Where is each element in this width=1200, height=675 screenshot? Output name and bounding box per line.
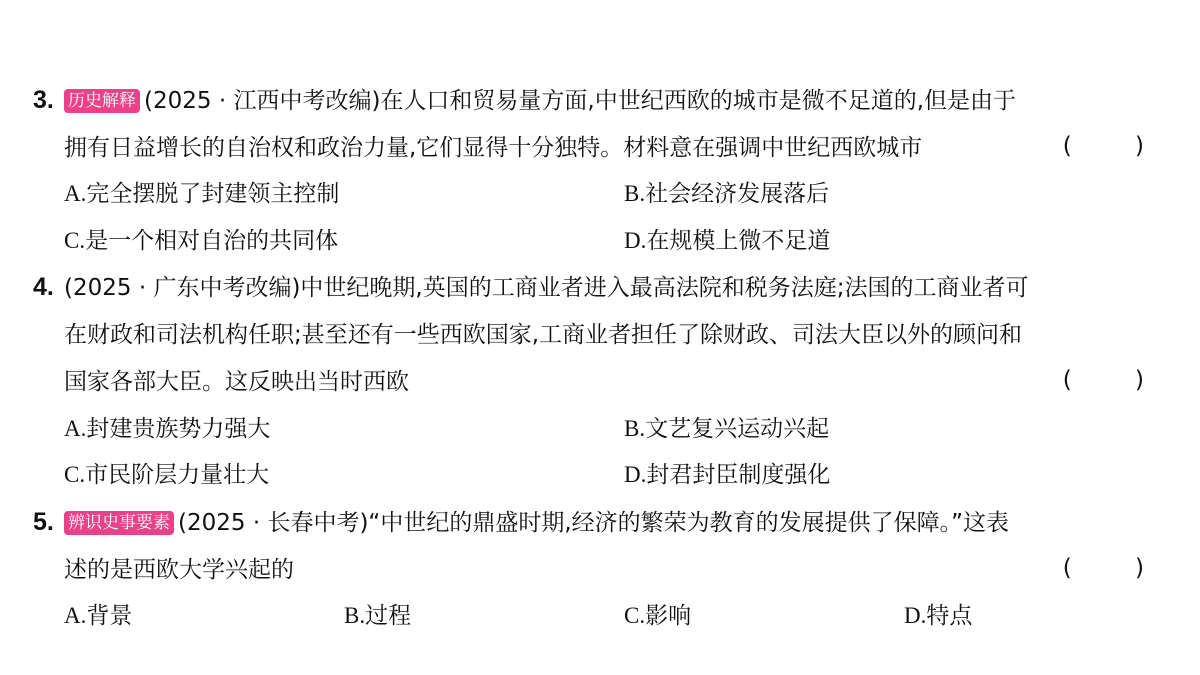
question-stem-line <box>64 86 1172 116</box>
option-c[interactable]: C.是一个相对自治的共同体 <box>64 228 339 254</box>
option-a[interactable]: A.封建贵族势力强大 <box>64 416 271 442</box>
question-number: 4. <box>33 273 54 301</box>
question-stem-line: (2025 · 广东中考改编)中世纪晚期,英国的工商业者进入最高法院和税务法庭;法国的工商业者可 <box>64 275 1029 301</box>
option-d[interactable]: D.封君封臣制度强化 <box>624 462 831 488</box>
question-number: 3. <box>33 86 54 114</box>
question-stem-line <box>64 508 1172 538</box>
question-stem-line: 国家各部大臣。这反映出当时西欧 <box>64 369 409 395</box>
option-a[interactable]: A.完全摆脱了封建领主控制 <box>64 181 340 207</box>
option-c[interactable]: C.市民阶层力量壮大 <box>64 462 270 488</box>
question-stem-line: 拥有日益增长的自治权和政治力量,它们显得十分独特。材料意在强调中世纪西欧城市 <box>64 135 923 161</box>
question-stem-line: 述的是西欧大学兴起的 <box>64 557 294 583</box>
option-b[interactable]: B.过程 <box>344 603 412 629</box>
option-b[interactable]: B.文艺复兴运动兴起 <box>624 416 830 442</box>
question-number: 5. <box>33 508 54 536</box>
category-tag: 历史解释 <box>64 89 140 113</box>
answer-bracket[interactable]: ( ) <box>1062 367 1172 393</box>
question-stem-line: 在财政和司法机构任职;甚至还有一些西欧国家,工商业者担任了除财政、司法大臣以外的顾问和 <box>64 322 1023 348</box>
option-d[interactable]: D.在规模上微不足道 <box>624 228 831 254</box>
answer-bracket[interactable]: ( ) <box>1062 555 1172 581</box>
answer-bracket[interactable]: ( ) <box>1062 133 1172 159</box>
option-a[interactable]: A.背景 <box>64 603 133 629</box>
stem-text: (2025 · 江西中考改编)在人口和贸易量方面,中世纪西欧的城市是微不足道的,但是由于 <box>144 88 1017 114</box>
stem-text: (2025 · 长春中考)“中世纪的鼎盛时期,经济的繁荣为教育的发展提供了保障。”这表 <box>178 510 1010 536</box>
option-d[interactable]: D.特点 <box>904 603 973 629</box>
option-b[interactable]: B.社会经济发展落后 <box>624 181 830 207</box>
option-c[interactable]: C.影响 <box>624 603 692 629</box>
category-tag: 辨识史事要素 <box>64 511 174 535</box>
